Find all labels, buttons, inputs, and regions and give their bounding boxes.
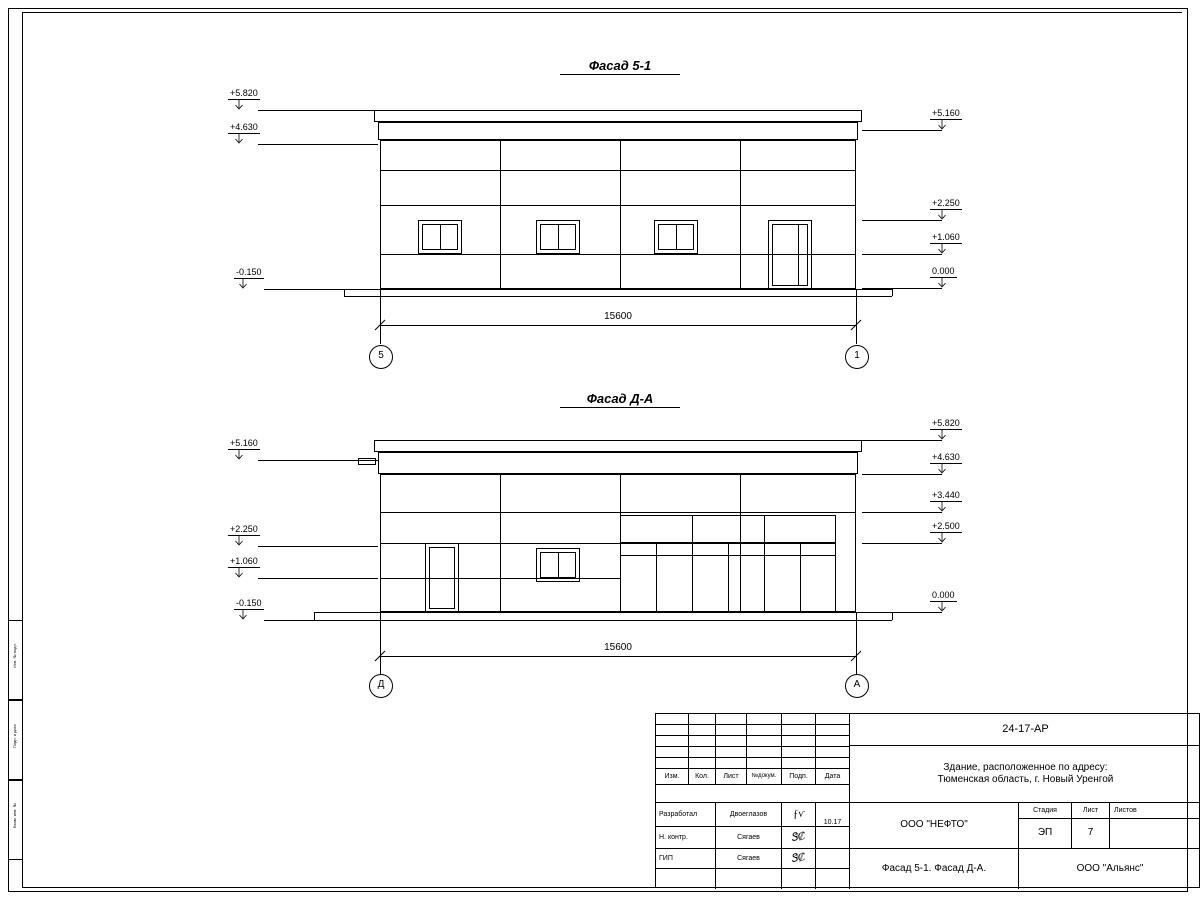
mark-1060-2-label: +1.060 xyxy=(230,556,258,566)
role-sign-developer xyxy=(782,803,816,827)
mark-5160-label: +5.160 xyxy=(932,108,960,118)
mark-arrow-icon xyxy=(930,502,962,512)
revision-cell xyxy=(716,747,747,758)
axis-bubble-a: А xyxy=(845,674,869,698)
mark-arrow-icon xyxy=(234,279,264,289)
role-name-ncontrol: Сягаев xyxy=(716,827,782,849)
revision-cell xyxy=(656,758,689,769)
mark-minus-150 xyxy=(234,267,264,289)
facade-5-1-dimension: 15600 xyxy=(604,311,632,322)
revision-header-data: Дата xyxy=(816,769,850,785)
facade-d-a-parapet xyxy=(374,440,862,452)
revision-cell xyxy=(689,747,716,758)
mark-2250-2 xyxy=(228,524,260,546)
mark-1060-label: +1.060 xyxy=(932,232,960,242)
mark-2500-label: +2.500 xyxy=(932,521,960,531)
mark-4630-label: +4.630 xyxy=(230,122,258,132)
role-date-ncontrol xyxy=(816,827,850,849)
object-line-2: Тюменская область, г. Новый Уренгой xyxy=(937,774,1114,785)
object-line-1: Здание, расположенное по адресу: xyxy=(943,761,1108,773)
mark-5160-2 xyxy=(228,438,260,460)
revision-cell xyxy=(689,736,716,747)
mark-2500 xyxy=(930,521,962,543)
revision-cell xyxy=(656,714,689,725)
facade-d-a-title: Фасад Д-А xyxy=(560,391,680,408)
mark-0000-2-label: 0.000 xyxy=(932,590,955,600)
mark-5160 xyxy=(930,108,962,130)
facade-5-1-title: Фасад 5-1 xyxy=(560,58,680,75)
dim-tick-icon xyxy=(850,319,862,331)
revision-cell xyxy=(816,736,850,747)
mark-2250-label: +2.250 xyxy=(932,198,960,208)
mark-arrow-icon xyxy=(228,568,260,578)
role-row-empty xyxy=(716,869,782,889)
role-label-gip: ГИП xyxy=(656,849,716,869)
role-date-gip xyxy=(816,849,850,869)
role-row-empty xyxy=(656,869,716,889)
mark-1060-2 xyxy=(228,556,260,578)
revision-cell xyxy=(782,747,816,758)
revision-cell xyxy=(716,725,747,736)
mark-0000 xyxy=(930,266,957,288)
revision-cell xyxy=(816,725,850,736)
revision-cell xyxy=(782,725,816,736)
mark-minus-150-2 xyxy=(234,598,264,620)
revision-header-podp: Подп. xyxy=(782,769,816,785)
signature-glyph: Ꮥ₡ xyxy=(790,829,807,844)
facade-d-a-dimension: 15600 xyxy=(604,642,632,653)
mark-arrow-icon xyxy=(930,210,962,220)
organization-name: ООО "Альянс" xyxy=(1076,862,1144,874)
axis-bubble-1: 1 xyxy=(845,345,869,369)
role-sign-gip xyxy=(782,849,816,869)
mark-arrow-icon xyxy=(228,100,260,110)
mark-arrow-icon xyxy=(930,602,957,612)
revision-cell xyxy=(816,758,850,769)
mark-arrow-icon xyxy=(930,464,962,474)
dim-tick-icon xyxy=(374,650,386,662)
role-row-empty xyxy=(816,869,850,889)
revision-header-izm: Изм. xyxy=(656,769,689,785)
customer-name: ООО "НЕФТО" xyxy=(850,803,1019,849)
revision-cell xyxy=(656,736,689,747)
left-stamp-2 xyxy=(8,700,22,780)
sheets-header: Листов xyxy=(1110,803,1200,819)
role-row-empty xyxy=(782,869,816,889)
revision-cell xyxy=(689,758,716,769)
dim-tick-icon xyxy=(374,319,386,331)
sheet-value: 7 xyxy=(1072,819,1110,849)
signature-glyph: ƒѵ xyxy=(791,806,805,821)
mark-4630-2 xyxy=(930,452,962,474)
mark-arrow-icon xyxy=(930,120,962,130)
revision-cell xyxy=(716,758,747,769)
revision-header-ndokum: №докум. xyxy=(747,769,782,785)
mark-arrow-icon xyxy=(930,278,957,288)
left-stamp-1 xyxy=(8,620,22,700)
left-stamp-3-label: Взам. инв. № xyxy=(12,803,17,828)
revision-cell xyxy=(689,714,716,725)
facade-5-1-parapet xyxy=(374,110,862,122)
revision-cell xyxy=(716,714,747,725)
glazing-upper xyxy=(620,515,836,543)
role-name-developer: Двоеглазов xyxy=(716,803,782,827)
object-description xyxy=(850,746,1200,803)
project-code: 24-17-АР xyxy=(850,714,1200,746)
title-block xyxy=(655,713,1200,888)
revision-header-list: Лист xyxy=(716,769,747,785)
mark-minus-150-2-label: -0.150 xyxy=(236,598,262,608)
revision-cell xyxy=(816,747,850,758)
left-stamp-3 xyxy=(8,780,22,860)
revision-blank-band xyxy=(656,785,850,803)
mark-arrow-icon xyxy=(930,533,962,543)
mark-3440-label: +3.440 xyxy=(932,490,960,500)
role-sign-ncontrol xyxy=(782,827,816,849)
revision-cell xyxy=(747,747,782,758)
revision-cell xyxy=(656,747,689,758)
facade-5-1-cornice xyxy=(378,122,858,140)
mark-3440 xyxy=(930,490,962,512)
roof-outlet xyxy=(358,458,376,465)
left-stamp-1-label: Инв. № подл. xyxy=(12,643,17,668)
mark-arrow-icon xyxy=(228,134,260,144)
left-stamp-2-label: Подп. и дата xyxy=(12,724,17,748)
revision-cell xyxy=(782,758,816,769)
revision-cell xyxy=(689,725,716,736)
mark-4630 xyxy=(228,122,260,144)
mark-5820-2 xyxy=(930,418,962,440)
mark-2250-2-label: +2.250 xyxy=(230,524,258,534)
revision-cell xyxy=(747,725,782,736)
revision-cell xyxy=(716,736,747,747)
role-name-gip: Сягаев xyxy=(716,849,782,869)
role-label-developer: Разработал xyxy=(656,803,716,827)
revision-cell xyxy=(782,736,816,747)
mark-arrow-icon xyxy=(930,430,962,440)
mark-arrow-icon xyxy=(228,536,260,546)
revision-cell xyxy=(816,714,850,725)
axis-bubble-5: 5 xyxy=(369,345,393,369)
facade-d-a-cornice xyxy=(378,452,858,474)
revision-cell xyxy=(747,758,782,769)
mark-0000-2 xyxy=(930,590,957,612)
mark-0000-label: 0.000 xyxy=(932,266,955,276)
mark-1060 xyxy=(930,232,962,254)
mark-5820 xyxy=(228,88,260,110)
drawing-name: Фасад 5-1. Фасад Д-А. xyxy=(850,849,1019,889)
mark-minus-150-label: -0.150 xyxy=(236,267,262,277)
dim-tick-icon xyxy=(850,650,862,662)
mark-5160-2-label: +5.160 xyxy=(230,438,258,448)
role-date-developer: 10.17 xyxy=(816,803,850,827)
door-leaf xyxy=(772,224,808,286)
revision-cell xyxy=(747,714,782,725)
stage-header: Стадия xyxy=(1019,803,1072,819)
mark-arrow-icon xyxy=(234,610,264,620)
mark-2250 xyxy=(930,198,962,220)
revision-header-kol: Кол. xyxy=(689,769,716,785)
revision-cell xyxy=(782,714,816,725)
mark-5820-label: +5.820 xyxy=(230,88,258,98)
mark-5820-2-label: +5.820 xyxy=(932,418,960,428)
mark-arrow-icon xyxy=(930,244,962,254)
mark-4630-2-label: +4.630 xyxy=(932,452,960,462)
sheet-header: Лист xyxy=(1072,803,1110,819)
mark-arrow-icon xyxy=(228,450,260,460)
signature-glyph: Ꮥ₡ xyxy=(790,850,807,865)
stage-value: ЭП xyxy=(1019,819,1072,849)
role-label-ncontrol: Н. контр. xyxy=(656,827,716,849)
sheets-value xyxy=(1110,819,1200,849)
revision-cell xyxy=(747,736,782,747)
revision-cell xyxy=(656,725,689,736)
axis-bubble-d: Д xyxy=(369,674,393,698)
door-leaf xyxy=(429,547,455,609)
